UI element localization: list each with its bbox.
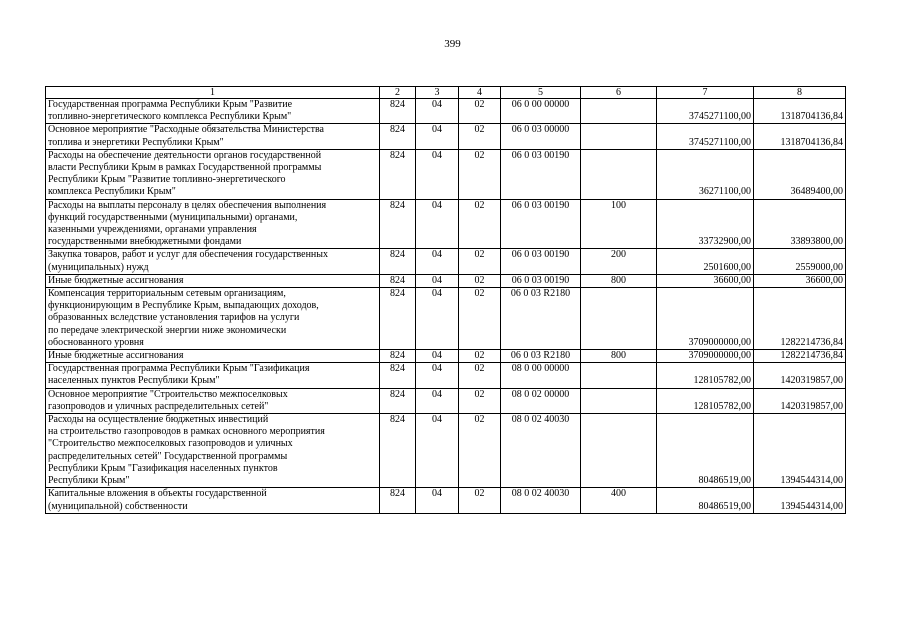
column-header: 6 (581, 87, 657, 99)
target-article-cell: 06 0 03 R2180 (501, 350, 581, 363)
section-cell: 04 (416, 249, 459, 274)
amount-year1-cell: 3745271100,00 (657, 124, 754, 149)
admin-code-cell: 824 (380, 124, 416, 149)
amount-year2-cell: 33893800,00 (754, 199, 846, 249)
expense-type-cell (581, 99, 657, 124)
section-cell: 04 (416, 350, 459, 363)
subsection-cell: 02 (459, 99, 501, 124)
amount-year2-cell: 1282214736,84 (754, 288, 846, 350)
expense-type-cell: 800 (581, 350, 657, 363)
subsection-cell: 02 (459, 350, 501, 363)
amount-year2-cell: 1420319857,00 (754, 363, 846, 388)
section-cell: 04 (416, 363, 459, 388)
subsection-cell: 02 (459, 249, 501, 274)
admin-code-cell: 824 (380, 363, 416, 388)
target-article-cell: 06 0 03 00190 (501, 249, 581, 274)
admin-code-cell: 824 (380, 488, 416, 513)
section-cell: 04 (416, 274, 459, 287)
section-cell: 04 (416, 488, 459, 513)
expense-type-cell (581, 288, 657, 350)
section-cell: 04 (416, 199, 459, 249)
budget-table (45, 86, 846, 514)
subsection-cell: 02 (459, 124, 501, 149)
subsection-cell: 02 (459, 363, 501, 388)
subsection-cell: 02 (459, 199, 501, 249)
admin-code-cell: 824 (380, 414, 416, 488)
row-name-cell: Расходы на осуществление бюджетных инвестиций на строительство газопроводов в рамках основного мероприятия "Строительство межпоселковых газопроводов и уличных распределительных сетей" Государственной программы Республики Крым "Газификация населенных пунктов Республики Крым" (46, 414, 380, 488)
subsection-cell: 02 (459, 414, 501, 488)
admin-code-cell: 824 (380, 350, 416, 363)
target-article-cell: 06 0 03 00190 (501, 149, 581, 199)
amount-year1-cell: 128105782,00 (657, 388, 754, 413)
amount-year1-cell: 33732900,00 (657, 199, 754, 249)
amount-year2-cell: 2559000,00 (754, 249, 846, 274)
target-article-cell: 06 0 03 00190 (501, 199, 581, 249)
admin-code-cell: 824 (380, 199, 416, 249)
amount-year1-cell: 36271100,00 (657, 149, 754, 199)
column-header: 4 (459, 87, 501, 99)
admin-code-cell: 824 (380, 99, 416, 124)
expense-type-cell (581, 149, 657, 199)
row-name-cell: Основное мероприятие "Строительство межпоселковых газопроводов и уличных распределительных сетей" (46, 388, 380, 413)
amount-year2-cell: 36600,00 (754, 274, 846, 287)
subsection-cell: 02 (459, 388, 501, 413)
page-number: 399 (444, 38, 461, 50)
table-row (46, 149, 846, 199)
target-article-cell: 06 0 03 R2180 (501, 288, 581, 350)
expense-type-cell: 200 (581, 249, 657, 274)
amount-year1-cell: 3709000000,00 (657, 288, 754, 350)
row-name-cell: Расходы на выплаты персоналу в целях обеспечения выполнения функций государственными (муниципальными) органами, казенными учреждениями, органами управления государственными внебюджетными фондами (46, 199, 380, 249)
table-row (46, 99, 846, 124)
admin-code-cell: 824 (380, 274, 416, 287)
admin-code-cell: 824 (380, 249, 416, 274)
target-article-cell: 08 0 02 00000 (501, 388, 581, 413)
target-article-cell: 08 0 02 40030 (501, 414, 581, 488)
table-row (46, 124, 846, 149)
table-row (46, 388, 846, 413)
amount-year2-cell: 36489400,00 (754, 149, 846, 199)
row-name-cell: Государственная программа Республики Крым "Развитие топливно-энергетического комплекса Республики Крым" (46, 99, 380, 124)
row-name-cell: Расходы на обеспечение деятельности органов государственной власти Республики Крым в рамках Государственной программы Республики Крым "Развитие топливно-энергетического комплекса Республики Крым" (46, 149, 380, 199)
target-article-cell: 08 0 00 00000 (501, 363, 581, 388)
admin-code-cell: 824 (380, 149, 416, 199)
expense-type-cell: 100 (581, 199, 657, 249)
row-name-cell: Капитальные вложения в объекты государственной (муниципальной) собственности (46, 488, 380, 513)
table-row (46, 288, 846, 350)
amount-year2-cell: 1318704136,84 (754, 99, 846, 124)
expense-type-cell: 800 (581, 274, 657, 287)
section-cell: 04 (416, 414, 459, 488)
row-name-cell: Основное мероприятие "Расходные обязательства Министерства топлива и энергетики Республики Крым" (46, 124, 380, 149)
amount-year2-cell: 1420319857,00 (754, 388, 846, 413)
amount-year2-cell: 1394544314,00 (754, 414, 846, 488)
column-header: 2 (380, 87, 416, 99)
row-name-cell: Компенсация территориальным сетевым организациям, функционирующим в Республике Крым, выпадающих доходов, образованных вследствие установления тарифов на услуги по передаче электрической энергии ниже экономически обоснованного уровня (46, 288, 380, 350)
expense-type-cell (581, 363, 657, 388)
amount-year2-cell: 1282214736,84 (754, 350, 846, 363)
column-header: 8 (754, 87, 846, 99)
column-header: 1 (46, 87, 380, 99)
table-row (46, 274, 846, 287)
section-cell: 04 (416, 288, 459, 350)
amount-year1-cell: 3709000000,00 (657, 350, 754, 363)
amount-year2-cell: 1318704136,84 (754, 124, 846, 149)
target-article-cell: 06 0 03 00190 (501, 274, 581, 287)
amount-year1-cell: 2501600,00 (657, 249, 754, 274)
amount-year1-cell: 80486519,00 (657, 488, 754, 513)
table-row (46, 488, 846, 513)
expense-type-cell: 400 (581, 488, 657, 513)
row-name-cell: Иные бюджетные ассигнования (46, 274, 380, 287)
subsection-cell: 02 (459, 274, 501, 287)
subsection-cell: 02 (459, 149, 501, 199)
column-header: 3 (416, 87, 459, 99)
target-article-cell: 06 0 00 00000 (501, 99, 581, 124)
table-header-row (46, 87, 846, 99)
amount-year1-cell: 3745271100,00 (657, 99, 754, 124)
row-name-cell: Государственная программа Республики Крым "Газификация населенных пунктов Республики Крым" (46, 363, 380, 388)
amount-year1-cell: 36600,00 (657, 274, 754, 287)
section-cell: 04 (416, 124, 459, 149)
table-row (46, 414, 846, 488)
admin-code-cell: 824 (380, 288, 416, 350)
column-header: 5 (501, 87, 581, 99)
table-row (46, 199, 846, 249)
expense-type-cell (581, 124, 657, 149)
table-row (46, 363, 846, 388)
target-article-cell: 08 0 02 40030 (501, 488, 581, 513)
amount-year1-cell: 128105782,00 (657, 363, 754, 388)
admin-code-cell: 824 (380, 388, 416, 413)
subsection-cell: 02 (459, 488, 501, 513)
section-cell: 04 (416, 149, 459, 199)
row-name-cell: Закупка товаров, работ и услуг для обеспечения государственных (муниципальных) нужд (46, 249, 380, 274)
table-row (46, 249, 846, 274)
section-cell: 04 (416, 99, 459, 124)
row-name-cell: Иные бюджетные ассигнования (46, 350, 380, 363)
column-header: 7 (657, 87, 754, 99)
amount-year1-cell: 80486519,00 (657, 414, 754, 488)
expense-type-cell (581, 388, 657, 413)
amount-year2-cell: 1394544314,00 (754, 488, 846, 513)
target-article-cell: 06 0 03 00000 (501, 124, 581, 149)
section-cell: 04 (416, 388, 459, 413)
subsection-cell: 02 (459, 288, 501, 350)
expense-type-cell (581, 414, 657, 488)
table-row (46, 350, 846, 363)
